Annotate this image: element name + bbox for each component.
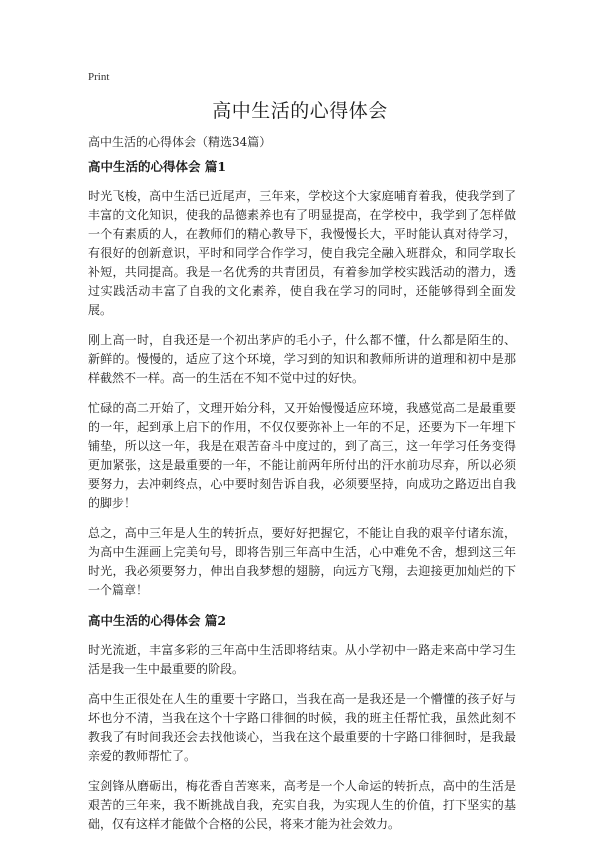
paragraph: 时光飞梭，高中生活已近尾声，三年来，学校这个大家庭哺育着我，使我学到了丰富的文化知识，使我的品德素养也有了明显提高，在学校中，我学到了怎样做一个有素质的人，在教师们的精心教导下，我慢慢长大，平时能认真对待学习，有很好的创新意识，平时和同学合作学习，使自我完全融入班群众，和同学取长补短，共同提高。我是一名优秀的共青团员，有着参加学校实践活动的潜力，透过实践活动丰富了自我的文化素养，使自我在学习的同时，还能够得到全面发展。 bbox=[88, 189, 516, 317]
section-heading: 高中生活的心得体会 篇1 bbox=[88, 159, 227, 174]
paragraph: 高中生正很处在人生的重要十字路口，当我在高一是我还是一个懵懂的孩子好与坏也分不清，当我在这个十字路口徘徊的时候，我的班主任帮忙我，虽然此刻不教我了有时间我还会去找他谈心，当我在这个最重要的十字路口徘徊时，是我最亲爱的教师帮忙了。 bbox=[88, 692, 516, 763]
paragraph: 忙碌的高二开始了，文理开始分科，又开始慢慢适应环境，我感觉高二是最重要的一年，起到承上启下的作用，不仅仅要弥补上一年的不足，还要为下一年埋下铺垫，所以这一年，我是在艰苦奋斗中度过的，到了高三，这一年学习任务变得更加紧张，这是最重要的一年，不能让前两年所付出的汗水前功尽弃，所以必须要努力，去冲刺终点，心中要时刻告诉自我，必须要坚持，向成功之路迈出自我的脚步！ bbox=[88, 401, 516, 510]
page-title: 高中生活的心得体会 bbox=[212, 100, 388, 122]
paragraph: 刚上高一时，自我还是一个初出茅庐的毛小子，什么都不懂，什么都是陌生的、新鲜的。慢慢的，适应了这个环境，学习到的知识和教师所讲的道理和初中是那样截然不一样。高一的生活在不知不觉中过的好快。 bbox=[88, 333, 516, 385]
print-label[interactable]: Print bbox=[88, 71, 110, 83]
paragraph: 宝剑锋从磨砺出，梅花香自苦寒来，高考是一个人命运的转折点，高中的生活是艰苦的三年来，我不断挑战自我，充实自我，为实现人生的价值，打下坚实的基础，仅有这样才能做个合格的公民，将来才能为社会效力。 bbox=[88, 779, 516, 831]
subtitle: 高中生活的心得体会（精选34篇） bbox=[88, 135, 272, 149]
section-heading: 高中生活的心得体会 篇2 bbox=[88, 613, 227, 628]
section-1 bbox=[88, 160, 516, 600]
paragraph: 总之，高中三年是人生的转折点，要好好把握它，不能让自我的艰辛付诸东流，为高中生涯画上完美句号，即将告别三年高中生活，心中难免不舍，想到这三年时光，我必须要努力，伸出自我梦想的翅膀，向远方飞翔，去迎接更加灿烂的下一个篇章！ bbox=[88, 526, 516, 597]
article-body bbox=[88, 160, 516, 845]
section-2 bbox=[88, 614, 516, 834]
paragraph: 时光流逝，丰富多彩的三年高中生活即将结束。从小学初中一路走来高中学习生活是我一生中最重要的阶段。 bbox=[88, 643, 516, 676]
